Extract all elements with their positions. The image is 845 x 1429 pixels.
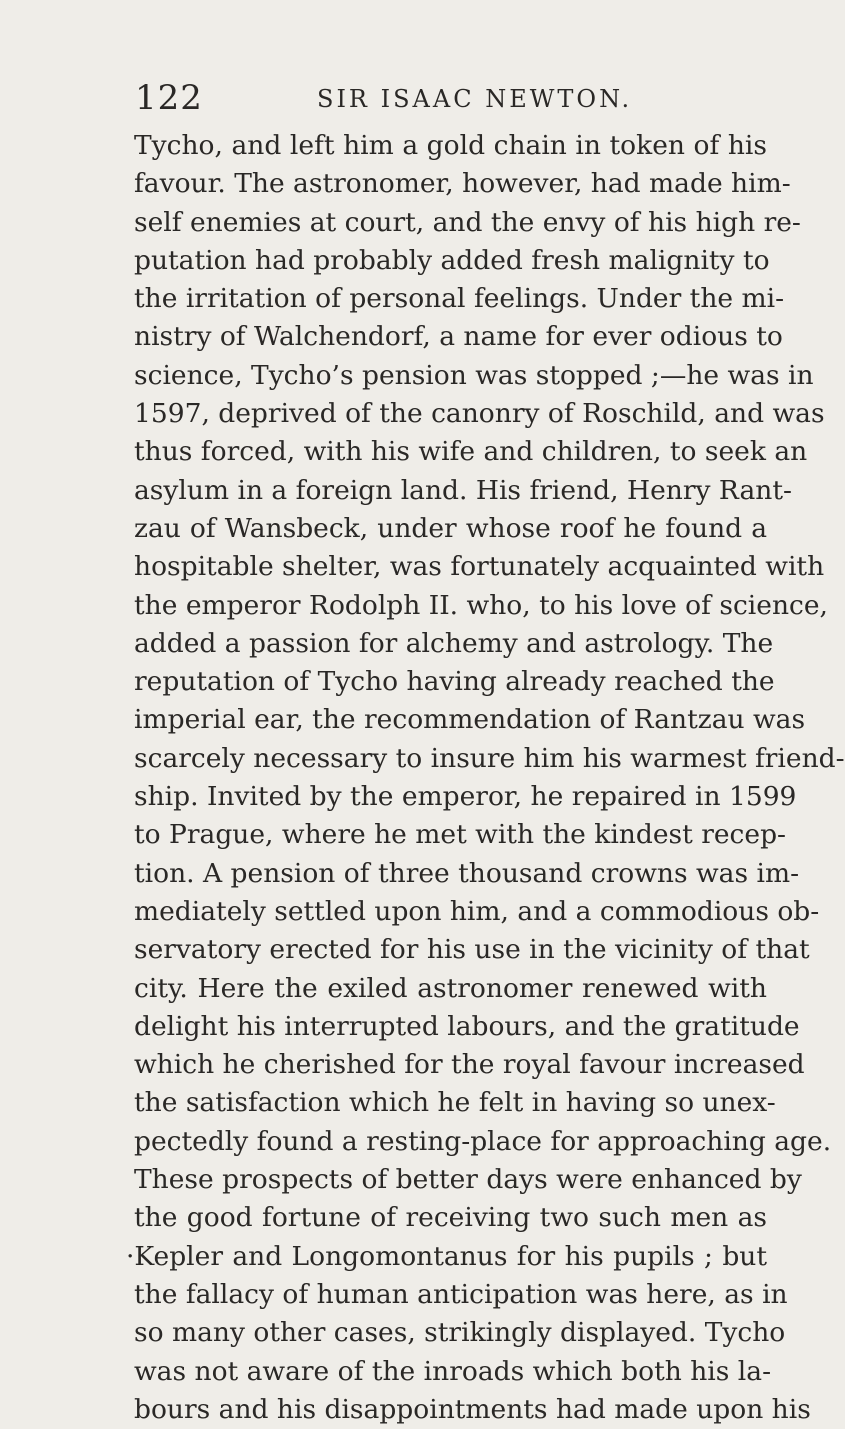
text-line: so many other cases, strikingly displayed. Tycho [134, 1317, 786, 1349]
body-text [126, 127, 845, 1429]
page-number: 122 [135, 78, 203, 118]
text-line: the irritation of personal feelings. Under the mi- [134, 283, 785, 315]
text-line: the emperor Rodolph II. who, to his love of science, [134, 589, 828, 621]
text-line: bours and his disappointments had made upon his [134, 1393, 811, 1425]
text-line: the fallacy of human anticipation was here, as in [134, 1278, 788, 1310]
text-line: asylum in a foreign land. His friend, Henry Rant- [134, 474, 792, 506]
text-line: tion. A pension of three thousand crowns was im- [134, 857, 800, 889]
text-line: which he cherished for the royal favour increased [134, 1049, 805, 1081]
text-line: the good fortune of receiving two such men as [134, 1202, 767, 1234]
text-line: added a passion for alchemy and astrology. The [134, 627, 774, 659]
text-line: scarcely necessary to insure him his warmest friend- [134, 742, 845, 774]
text-line: Tycho, and left him a gold chain in token of his [134, 130, 767, 161]
text-line: ·Kepler and Longomontanus for his pupils ; but [126, 1240, 767, 1272]
text-line: imperial ear, the recommendation of Rantzau was [134, 704, 806, 736]
text-line: city. Here the exiled astronomer renewed with [134, 972, 767, 1004]
running-head [135, 66, 767, 126]
text-line: putation had probably added fresh malignity to [134, 244, 770, 276]
text-line: delight his interrupted labours, and the gratitude [134, 1010, 800, 1042]
text-line: servatory erected for his use in the vicinity of that [134, 934, 810, 966]
text-line: was not aware of the inroads which both his la- [134, 1355, 772, 1387]
text-line: hospitable shelter, was fortunately acquainted with [134, 551, 825, 583]
text-line: reputation of Tycho having already reached the [134, 666, 775, 698]
text-line: nistry of Walchendorf, a name for ever odious to [134, 321, 783, 353]
text-line: to Prague, where he met with the kindest recep- [134, 819, 786, 851]
text-line: science, Tycho’s pension was stopped ;—he was in [134, 359, 814, 391]
text-line: favour. The astronomer, however, had made him- [134, 168, 791, 200]
text-line: ship. Invited by the emperor, he repaired in 1599 [134, 781, 797, 813]
text-line: zau of Wansbeck, under whose roof he found a [134, 512, 767, 544]
running-title: SIR ISAAC NEWTON. [317, 85, 633, 113]
text-line: 1597, deprived of the canonry of Roschild, and was [134, 398, 825, 430]
text-line: These prospects of better days were enhanced by [134, 1164, 802, 1196]
text-line: mediately settled upon him, and a commodious ob- [134, 895, 820, 927]
text-line: the satisfaction which he felt in having so unex- [134, 1087, 776, 1119]
text-line: thus forced, with his wife and children, to seek an [134, 436, 808, 468]
text-line: pectedly found a resting-place for approaching age. [134, 1125, 832, 1157]
text-line: self enemies at court, and the envy of his high re- [134, 206, 801, 238]
